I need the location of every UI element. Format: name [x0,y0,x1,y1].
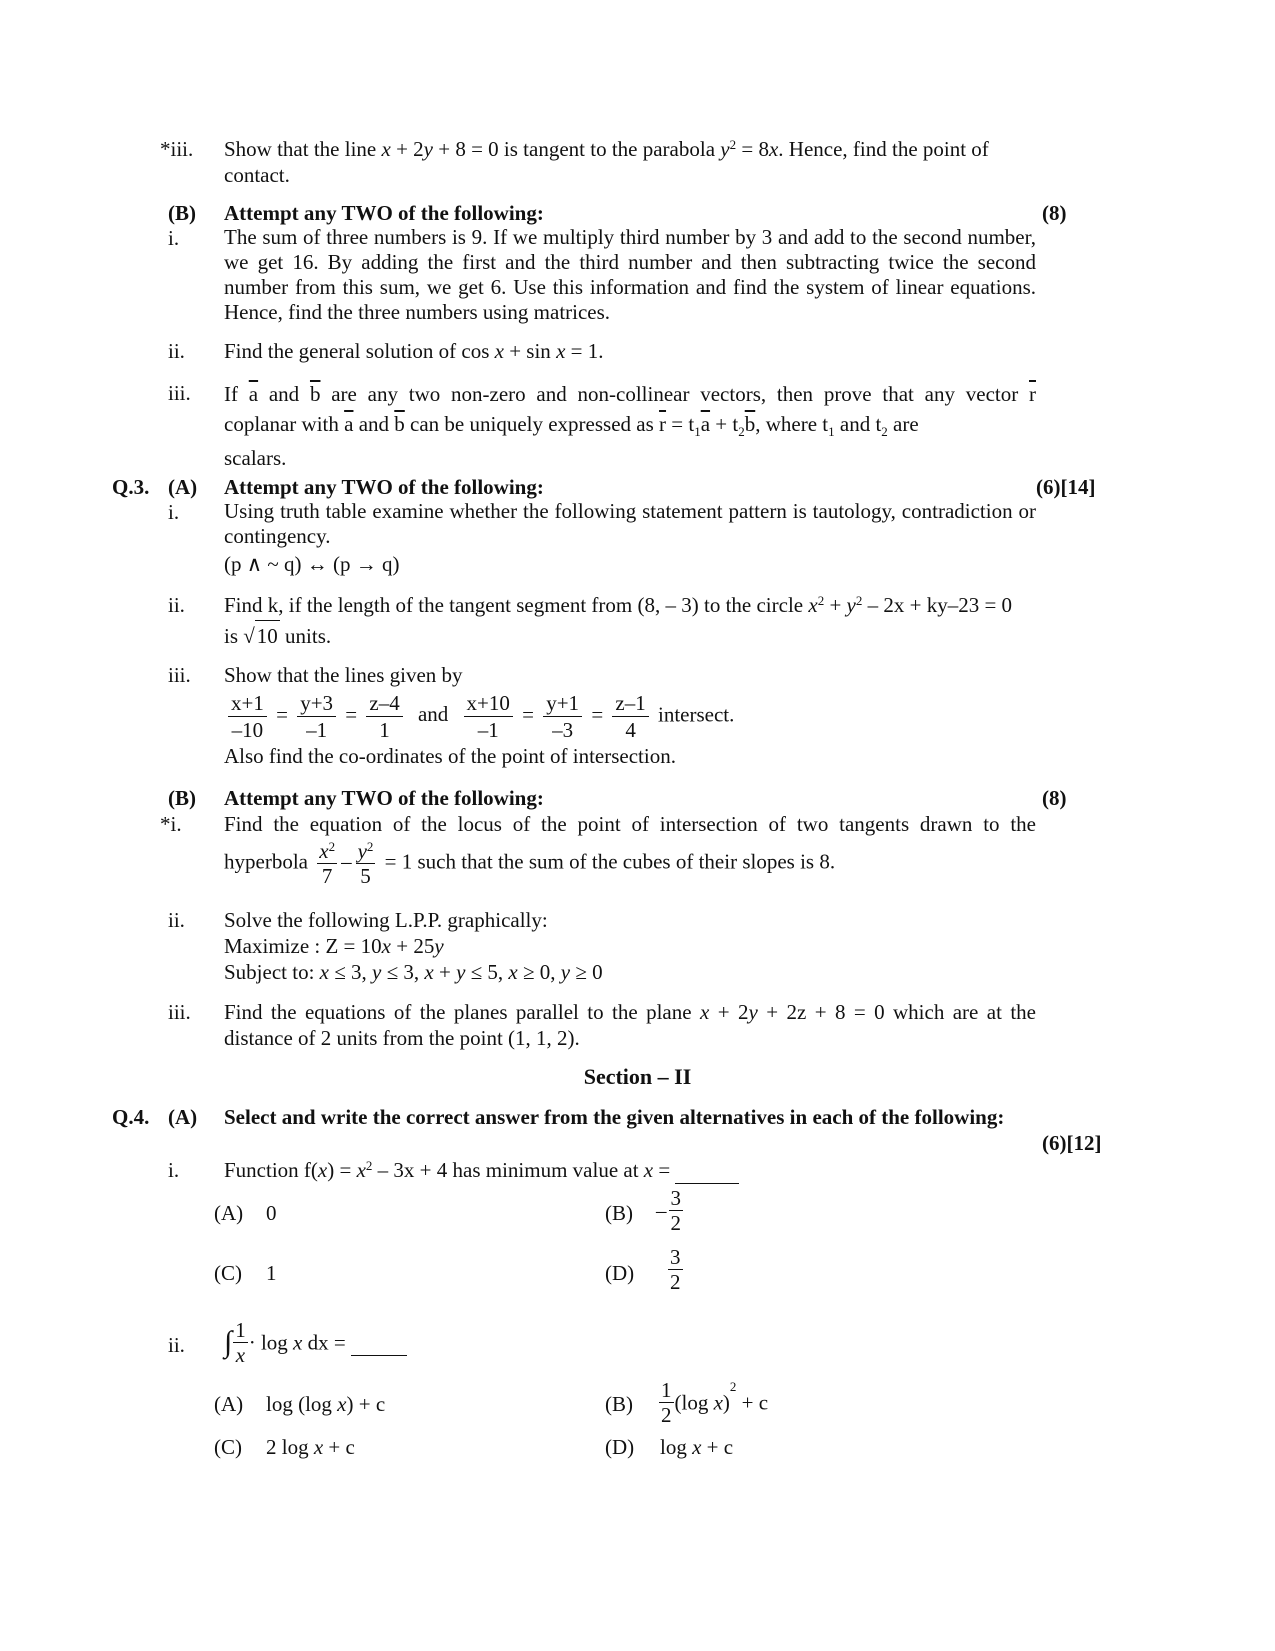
question-text: Find the general solution of cos x + sin x = 1. [224,339,604,363]
fraction: $\frac{1}{x}$ [235,1318,246,1367]
question-text: Function $f(x) = x^2 - 3x + 4$ has minimum value at x = [224,1157,1084,1184]
question-text: Find the equation of the locus of the point of intersection of two tangents drawn to the hyperbola $\frac{x^2}{7}$ – $\frac{y^2}{5}$ = 1 such that the sum of the cubes of their slopes is 8. [224,812,1036,888]
fraction: $\frac{z-4}{1}$ [366,690,402,743]
item-num: *iii. [160,137,194,161]
question-text: Find the equations of the planes parallel to the plane x + 2y + 2z + 8 = 0 which are at the distance of 2 units from the point (1, 1, 2). [224,1000,1037,1050]
item-num: iii. [168,381,191,405]
item-num: iii. [168,1000,191,1024]
option-value: 2 log x + c [266,1435,355,1459]
item-num: ii. [168,908,185,932]
part-label: (A) [168,475,198,499]
option-label: (A) [214,1392,244,1416]
section-heading: Select and write the correct answer from the given alternatives in each of the following: [224,1105,1005,1129]
marks: (6)[14] [1036,475,1096,499]
section-heading: Attempt any TWO of the following: [224,786,544,810]
section-title: Section – II [583,1064,692,1089]
fraction: $\frac{y^2}{5}$ [357,839,374,888]
item-num: ii. [168,593,185,617]
option-value: 0 [266,1201,277,1225]
option-value: log (log x) + c [266,1392,386,1416]
option-value: 1 [266,1261,277,1285]
option-value: log x + c [660,1435,734,1459]
item-num: i. [168,1158,180,1182]
part-label: (B) [168,786,196,810]
fraction: $\frac{y+1}{-3}$ [543,690,582,743]
line-equations: $\frac{x+1}{-10}$ = $\frac{y+3}{-1}$ = $\frac{z-4}{1}$ and $\frac{x+10}{-1}$ = $\frac{y+1}{-3}$ = $\frac{z-1}{4}$ intersect. [224,690,1084,743]
option-label: (B) [605,1392,633,1416]
part-label: (A) [168,1105,198,1129]
fraction: $\frac{1}{2}$ [661,1378,672,1427]
question-text: Using truth table examine whether the following statement pattern is tautology, contradiction or contingency. (p ∧ ~ q) ↔ (p → q) [224,499,1036,576]
fraction: $\frac{y+3}{-1}$ [297,690,336,743]
question-text: Show that the lines given by $\frac{x+1}{-10}$ = $\frac{y+3}{-1}$ = $\frac{z-4}{1}$ and $\frac{x+10}{-1}$ = $\frac{y+1}{-3}$ = $\frac{z-1}{4}$ intersect. Also find the co-ordinates of the point of intersection. [224,662,1084,769]
option-value: – $\frac{3}{2}$ [656,1186,681,1235]
answer-blank [675,1157,739,1184]
option-value: $\frac{1}{2}$ (log x)$^2$ + c [661,1378,769,1427]
item-num: *i. [160,812,182,836]
part-label: (B) [168,201,196,225]
fraction: $\frac{x+10}{-1}$ [464,690,513,743]
marks: (8) [1042,201,1067,225]
question-text: If $\overline{a}$ and $\overline{b}$ are any two non-zero and non-collinear vectors, then prove that any vector $\overline{r}$ coplanar with $\overline{a}$ and $\overline{b}$ can be uniquely expressed as $\overline{r} = t_1\overline{a} + t_2\overline{b}$, where $t_1$ and $t_2$ are scalars. [224,382,1036,471]
option-label: (C) [214,1261,242,1285]
option-label: (B) [605,1201,633,1225]
question-text: The sum of three numbers is 9. If we multiply third number by 3 and add to the second number, we get 16. By adding the first and the third number and then subtracting twice the second number from this sum, we get 6. Use this information and find the system of linear equations. Hence, find the three numbers using matrices. [224,225,1036,324]
question-text: Solve the following L.P.P. graphically: Maximize : Z = 10x + 25y Subject to: x ≤ 3, y ≤ 3, x + y ≤ 5, x ≥ 0, y ≥ 0 [224,908,603,984]
item-num: ii. [168,1333,185,1357]
fraction: $\frac{3}{2}$ [670,1245,681,1294]
option-label: (C) [214,1435,242,1459]
item-num: i. [168,226,180,250]
option-label: (D) [605,1261,635,1285]
question-text: Find k, if the length of the tangent segment from (8, – 3) to the circle $x^2 + y^2 - 2x + ky-23 = 0$ is √10 units. [224,590,1074,651]
fraction: $\frac{x^2}{7}$ [319,839,336,888]
section-heading: Attempt any TWO of the following: [224,475,544,499]
fraction: $\frac{x+1}{-10}$ [228,690,267,743]
option-value [664,1245,687,1294]
hyperbola-equation: hyperbola $\frac{x^2}{7}$ – $\frac{y^2}{5}$ = 1 such that the sum of the cubes of their slopes is 8. [224,839,836,888]
item-num: ii. [168,339,185,363]
marks: (6)[12] [1042,1131,1102,1155]
sqrt-expression: 10 [255,620,280,651]
option-label: (A) [214,1201,244,1225]
fraction: $\frac{z-1}{4}$ [612,690,648,743]
question-text: Show that the line x + 2y + 8 = 0 is tangent to the parabola $y^2 = 8x$. Hence, find the point of contact. [224,137,989,187]
item-num: i. [168,500,180,524]
question-number: Q.3. [112,475,150,499]
answer-blank [351,1329,407,1356]
integral-sign: ∫ [224,1325,233,1359]
section-heading: Attempt any TWO of the following: [224,201,544,225]
fraction: $\frac{3}{2}$ [670,1186,681,1235]
marks: (8) [1042,786,1067,810]
question-text: ∫ $\frac{1}{x}$ · log x dx = [224,1318,1084,1367]
question-number: Q.4. [112,1105,150,1129]
option-label: (D) [605,1435,635,1459]
item-num: iii. [168,663,191,687]
